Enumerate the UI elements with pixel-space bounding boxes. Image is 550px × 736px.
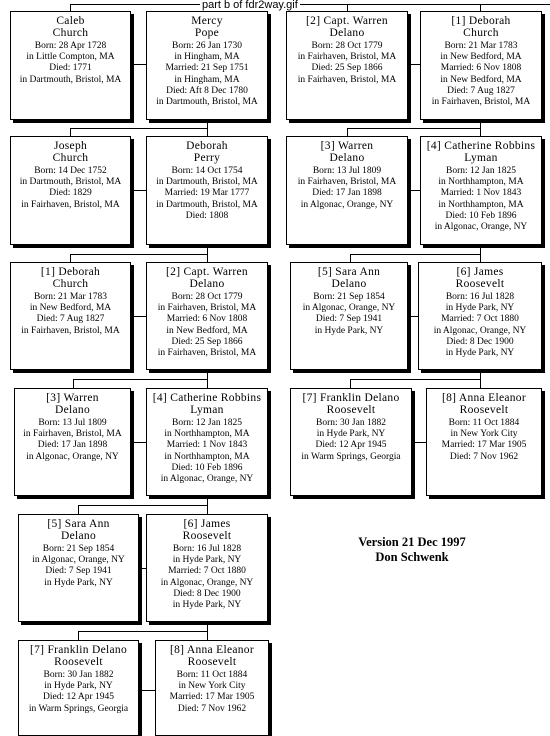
person-detail: Died: 7 Sep 1941 <box>315 314 383 325</box>
person-box-capt-warren-delano-a <box>286 11 408 120</box>
person-surname: Roosevelt <box>182 530 232 542</box>
person-name: [4] Catherine Robbins <box>426 140 536 152</box>
author-line: Don Schwenk <box>375 550 449 564</box>
person-detail: Died: 25 Sep 1866 <box>171 336 243 347</box>
connector-line <box>73 379 208 380</box>
person-detail: in Algonac, Orange, NY <box>300 199 394 210</box>
connector-line <box>73 379 74 388</box>
person-surname: Church <box>463 27 499 39</box>
person-detail: in Fairhaven, Bristol, MA <box>21 199 120 210</box>
person-name: Deborah <box>186 140 228 152</box>
connector-line <box>70 254 208 255</box>
person-box-catherine-lyman-a <box>420 136 542 245</box>
person-detail: Born: 28 Oct 1779 <box>171 292 243 302</box>
person-detail: in Algonac, Orange, NY <box>160 577 254 588</box>
person-box-deborah-church-b <box>10 262 131 370</box>
person-detail: in New York City <box>178 681 246 692</box>
person-detail: in New York City <box>450 429 518 440</box>
person-surname: Perry <box>193 152 221 164</box>
person-detail: Died: 7 Nov 1962 <box>449 451 519 462</box>
connector-line <box>480 128 481 136</box>
person-surname: Delano <box>60 530 96 542</box>
person-name: [1] Deborah <box>40 266 101 278</box>
person-detail: in Dartmouth, Bristol, MA <box>19 74 122 85</box>
person-detail: Died: 7 Aug 1827 <box>36 314 105 325</box>
person-name: [2] Capt. Warren <box>306 15 388 27</box>
person-box-james-roosevelt-a <box>418 262 542 370</box>
person-detail: in Fairhaven, Bristol, MA <box>297 52 397 63</box>
person-box-joseph-church <box>10 136 131 245</box>
person-detail: in Dartmouth, Bristol, MA <box>156 199 258 210</box>
person-detail: Married: 17 Mar 1905 <box>441 440 527 451</box>
person-detail: Died: 7 Aug 1827 <box>447 85 515 96</box>
person-name: [1] Deborah <box>451 15 511 27</box>
person-detail: in Hyde Park, NY <box>44 681 113 692</box>
person-name: [4] Catherine Robbins <box>152 392 262 404</box>
person-box-anna-eleanor-roosevelt-b <box>155 640 269 736</box>
person-surname: Delano <box>54 404 90 416</box>
person-surname: Roosevelt <box>54 656 103 668</box>
connector-line <box>70 128 71 136</box>
person-detail: Died: 25 Sep 1866 <box>311 63 383 74</box>
person-detail: in Little Compton, MA <box>26 52 115 63</box>
connector-line <box>131 190 146 191</box>
connector-line <box>207 370 208 379</box>
person-detail: in Hyde Park, NY <box>44 577 113 588</box>
person-surname: Roosevelt <box>455 278 505 290</box>
person-detail: Born: 26 Jan 1730 <box>172 41 242 51</box>
person-box-catherine-lyman-b <box>146 388 268 496</box>
person-name: [5] Sara Ann <box>47 518 110 530</box>
connector-line <box>131 316 146 317</box>
connector-line <box>480 245 481 254</box>
person-box-anna-eleanor-roosevelt-a <box>426 388 542 496</box>
person-box-warren-delano-a <box>286 136 408 245</box>
person-box-sara-ann-delano-b <box>18 514 139 622</box>
person-detail: in Algonac, Orange, NY <box>302 303 396 314</box>
person-detail: in Warm Springs, Georgia <box>28 703 129 714</box>
person-detail: in Fairhaven, Bristol, MA <box>431 97 531 108</box>
person-surname: Pope <box>194 27 220 39</box>
person-detail: in Hingham, MA <box>174 52 240 63</box>
connector-line <box>78 631 79 640</box>
page-title: part b of fdr2way.gif <box>202 0 298 11</box>
person-detail: Died: 8 Dec 1900 <box>173 588 241 599</box>
person-detail: Died: 12 Apr 1945 <box>315 440 387 451</box>
person-detail: in Hyde Park, NY <box>445 303 515 314</box>
connector-line <box>70 128 208 129</box>
person-detail: in Dartmouth, Bristol, MA <box>156 177 258 188</box>
person-detail: in Fairhaven, Bristol, MA <box>23 429 122 440</box>
person-surname: Church <box>52 27 89 39</box>
connector-line <box>480 120 481 128</box>
connector-line <box>207 631 208 640</box>
person-box-mercy-pope <box>146 11 268 120</box>
person-detail: Born: 30 Jan 1882 <box>316 418 386 428</box>
person-detail: Died: 1829 <box>49 188 92 199</box>
person-detail: Born: 11 Oct 1884 <box>176 670 248 680</box>
person-detail: Died: 17 Jan 1898 <box>37 440 108 451</box>
person-detail: Died: 1808 <box>185 210 229 221</box>
connector-line <box>207 622 208 631</box>
person-name: [8] Anna Eleanor <box>442 392 526 404</box>
person-detail: Married: 6 Nov 1808 <box>440 63 522 74</box>
person-detail: Died: 12 Apr 1945 <box>43 692 114 703</box>
person-detail: Married: 21 Sep 1751 <box>165 63 249 74</box>
connector-line <box>408 316 418 317</box>
person-box-deborah-church-a <box>420 11 542 120</box>
connector-line <box>139 568 146 569</box>
connector-line <box>139 690 155 691</box>
person-detail: in New Bedford, MA <box>440 52 522 63</box>
connector-line <box>78 505 208 506</box>
person-detail: in Hingham, MA <box>174 74 240 85</box>
person-detail: Died: 10 Feb 1896 <box>445 210 517 221</box>
person-detail: in Algonac, Orange, NY <box>32 555 125 566</box>
person-surname: Lyman <box>464 152 498 164</box>
person-detail: Died: 17 Jan 1898 <box>312 188 382 199</box>
connector-line <box>408 190 420 191</box>
person-detail: in Dartmouth, Bristol, MA <box>156 97 258 108</box>
connector-line <box>480 254 481 262</box>
connector-line <box>207 245 208 254</box>
person-box-caleb-church <box>10 11 131 120</box>
person-box-franklin-roosevelt-a <box>290 388 412 496</box>
person-detail: Born: 11 Oct 1884 <box>448 418 520 428</box>
person-detail: in New Bedford, MA <box>166 325 248 336</box>
person-detail: in Algonac, Orange, NY <box>433 325 527 336</box>
connector-line <box>78 505 79 514</box>
person-detail: Born: 21 Sep 1854 <box>313 292 385 302</box>
connector-line <box>207 379 208 388</box>
person-surname: Church <box>52 278 89 290</box>
person-detail: in Warm Springs, Georgia <box>301 451 401 462</box>
person-detail: in Northhampton, MA <box>438 177 524 188</box>
person-detail: Born: 13 Jul 1809 <box>38 418 107 428</box>
connector-line <box>347 128 481 129</box>
person-name: [3] Warren <box>46 392 99 404</box>
person-surname: Delano <box>189 278 225 290</box>
connector-line <box>350 254 481 255</box>
connector-line <box>70 254 71 262</box>
person-detail: in Hyde Park, NY <box>445 348 515 359</box>
connector-line <box>131 64 146 65</box>
person-detail: in Fairhaven, Bristol, MA <box>297 177 397 188</box>
person-detail: in Dartmouth, Bristol, MA <box>19 177 122 188</box>
person-detail: Married: 1 Nov 1843 <box>440 188 522 199</box>
person-detail: Born: 16 Jul 1828 <box>445 292 515 302</box>
person-surname: Roosevelt <box>459 404 509 416</box>
person-detail: in Fairhaven, Bristol, MA <box>21 325 120 336</box>
person-detail: in Algonac, Orange, NY <box>434 222 528 233</box>
person-detail: in New Bedford, MA <box>440 74 522 85</box>
person-box-capt-warren-delano-b <box>146 262 268 370</box>
person-detail: in Algonac, Orange, NY <box>160 474 254 485</box>
person-detail: Married: 17 Mar 1905 <box>169 692 255 703</box>
person-detail: Born: 28 Apr 1728 <box>34 41 107 51</box>
person-detail: Died: 7 Nov 1962 <box>177 703 247 714</box>
person-box-warren-delano-b <box>14 388 131 496</box>
person-detail: Born: 13 Jul 1809 <box>312 166 382 176</box>
connector-line <box>207 128 208 136</box>
connector-line <box>70 4 550 5</box>
connector-line <box>207 254 208 262</box>
person-name: Mercy <box>191 15 223 27</box>
person-detail: in New Bedford, MA <box>29 303 112 314</box>
person-surname: Delano <box>329 27 365 39</box>
version-note <box>352 535 472 565</box>
person-detail: Married: 7 Oct 1880 <box>441 314 519 325</box>
person-detail: Died: 10 Feb 1896 <box>171 462 243 473</box>
person-name: [2] Capt. Warren <box>166 266 248 278</box>
connector-line <box>78 631 208 632</box>
person-detail: in Fairhaven, Bristol, MA <box>157 303 257 314</box>
person-detail: Died: 7 Sep 1941 <box>45 566 112 577</box>
person-name: Joseph <box>53 140 88 152</box>
connector-line <box>480 370 481 379</box>
person-surname: Delano <box>331 278 367 290</box>
person-name: [6] James <box>183 518 231 530</box>
connector-line <box>480 379 481 388</box>
person-name: [8] Anna Eleanor <box>170 644 254 656</box>
person-detail: in Fairhaven, Bristol, MA <box>297 74 397 85</box>
person-name: [7] Franklin Delano <box>302 392 400 404</box>
person-detail: Born: 14 Oct 1754 <box>171 166 243 176</box>
person-detail: Died: 8 Dec 1900 <box>446 336 514 347</box>
connector-line <box>350 254 351 262</box>
connector-line <box>412 442 426 443</box>
connector-line <box>207 120 208 128</box>
person-name: [7] Franklin Delano <box>29 644 128 656</box>
person-detail: Died: Aft 8 Dec 1780 <box>166 85 248 96</box>
person-detail: Born: 14 Dec 1752 <box>34 166 107 176</box>
person-detail: Born: 21 Mar 1783 <box>33 292 108 302</box>
person-detail: Born: 28 Oct 1779 <box>311 41 383 51</box>
version-line: Version 21 Dec 1997 <box>358 535 466 549</box>
person-detail: in Hyde Park, NY <box>316 429 386 440</box>
person-detail: Born: 12 Jan 1825 <box>446 166 516 176</box>
person-detail: Born: 21 Mar 1783 <box>444 41 518 51</box>
person-detail: Died: 1771 <box>49 63 92 74</box>
connector-line <box>347 128 348 136</box>
connector-line <box>207 505 208 514</box>
person-name: Caleb <box>56 15 85 27</box>
person-detail: Born: 12 Jan 1825 <box>172 418 242 428</box>
person-detail: in Northhampton, MA <box>164 451 250 462</box>
person-surname: Church <box>52 152 89 164</box>
connector-line <box>131 442 146 443</box>
person-detail: Born: 21 Sep 1854 <box>42 544 115 554</box>
person-detail: Born: 30 Jan 1882 <box>43 670 114 680</box>
person-detail: in Fairhaven, Bristol, MA <box>157 348 257 359</box>
person-detail: in Northhampton, MA <box>164 429 250 440</box>
connector-line <box>408 64 420 65</box>
person-surname: Lyman <box>190 404 224 416</box>
connector-line <box>350 379 481 380</box>
person-detail: Married: 6 Nov 1808 <box>166 314 248 325</box>
person-name: [6] James <box>456 266 504 278</box>
person-box-franklin-roosevelt-b <box>18 640 139 736</box>
person-box-sara-ann-delano-a <box>290 262 408 370</box>
person-detail: Married: 1 Nov 1843 <box>166 440 248 451</box>
person-detail: Married: 19 Mar 1777 <box>164 188 250 199</box>
person-detail: in Hyde Park, NY <box>172 555 242 566</box>
person-detail: in Hyde Park, NY <box>172 600 242 611</box>
person-box-james-roosevelt-b <box>146 514 268 622</box>
connector-line <box>350 379 351 388</box>
person-surname: Delano <box>329 152 365 164</box>
person-detail: in Northhampton, MA <box>438 199 524 210</box>
person-detail: Born: 16 Jul 1828 <box>172 544 242 554</box>
person-detail: in Algonac, Orange, NY <box>26 451 119 462</box>
person-surname: Roosevelt <box>187 656 237 668</box>
person-surname: Roosevelt <box>326 404 376 416</box>
person-name: [3] Warren <box>320 140 374 152</box>
person-box-deborah-perry <box>146 136 268 245</box>
person-detail: Married: 7 Oct 1880 <box>168 566 246 577</box>
person-detail: in Hyde Park, NY <box>314 325 384 336</box>
person-name: [5] Sara Ann <box>317 266 381 278</box>
connector-line <box>207 496 208 505</box>
